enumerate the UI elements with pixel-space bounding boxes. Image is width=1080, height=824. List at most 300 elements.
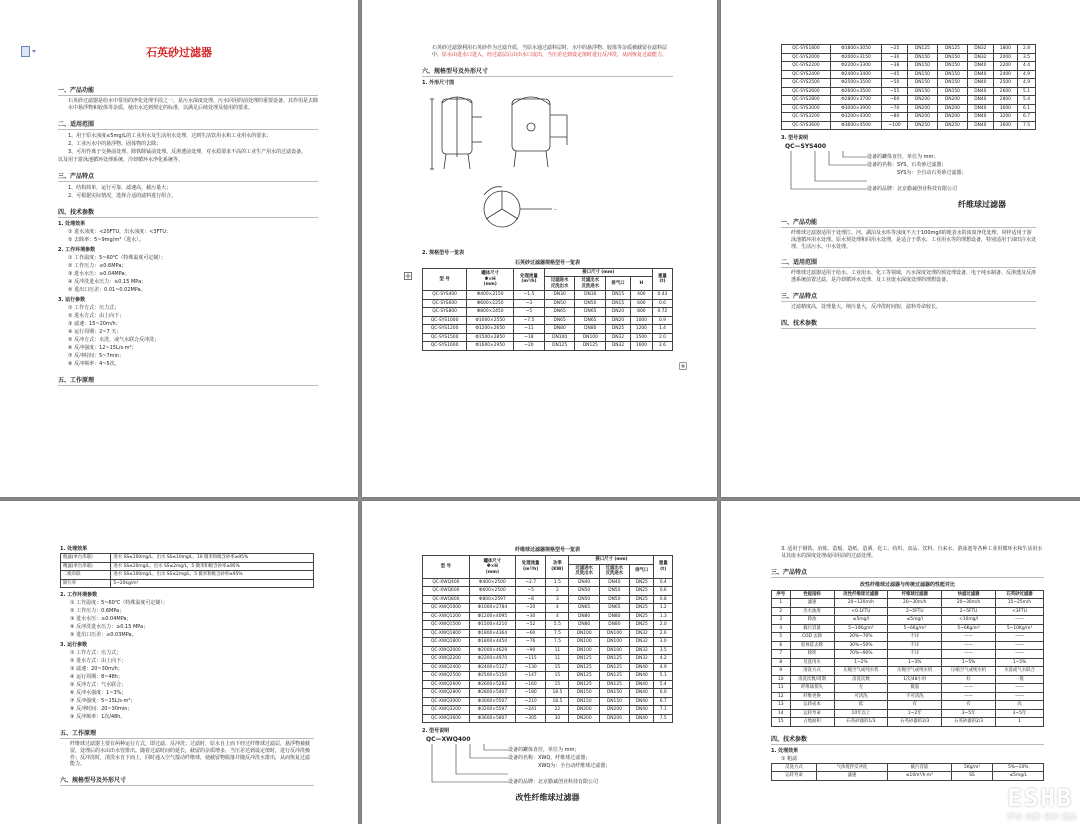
table-cell: ~30 <box>882 53 908 62</box>
table-cell: 600 <box>630 299 652 308</box>
table-cell: 4.2 <box>654 655 673 664</box>
table-cell: DN40 <box>630 689 654 698</box>
table-cell: 3200 <box>993 113 1017 122</box>
table-cell: 出水浊度 <box>790 607 834 616</box>
table-row <box>423 680 673 689</box>
table-cell: DN200 <box>907 113 937 122</box>
table-cell: 10 <box>772 675 791 684</box>
table-cell: DN125 <box>599 680 629 689</box>
table-cell: 15 <box>546 672 569 681</box>
table-cell: ~3 <box>514 299 545 308</box>
list-item: 3、可用作离子交换前处理、除铁除锰前处理、反渗透前处理，对水质要求不高的工业生产用水的过滤设备。 <box>68 148 307 155</box>
table-cell: 纤维球损失 <box>790 684 834 693</box>
table-cell: 2 <box>772 607 791 616</box>
table-cell: 15 <box>546 680 569 689</box>
table-cell: 1000 <box>630 316 652 325</box>
table-row <box>423 291 673 300</box>
table-cell: 3 <box>546 595 569 604</box>
header-text: (mm) <box>483 282 497 287</box>
table-row <box>782 87 1036 96</box>
watermark-text: ESHB <box>1007 784 1074 812</box>
table-cell: ~80 <box>882 113 908 122</box>
table-cell: ~180 <box>516 689 546 698</box>
table-cell: DN100 <box>544 333 575 342</box>
table-cell: 3600 <box>993 121 1017 130</box>
table-row <box>423 604 673 613</box>
table-cell: —— <box>942 650 996 659</box>
table-row <box>772 667 1044 676</box>
legend-label: 设备的品牌：北京勤诚创业科技有限公司 <box>508 779 599 785</box>
subheading: 1. 处理效果 <box>58 220 86 227</box>
section-heading: 二、适用范围 <box>781 257 1036 268</box>
table-cell: 5.1 <box>654 672 673 681</box>
header-text: (m³/h) <box>523 566 539 572</box>
table-row <box>772 633 1044 642</box>
table-row <box>423 655 673 664</box>
table-cell: DN65 <box>575 308 606 317</box>
table-cell: 9 <box>772 667 791 676</box>
table-cell: Φ1200×2650 <box>467 325 514 334</box>
table-row <box>772 658 1044 667</box>
table-cell: DN150 <box>569 689 599 698</box>
table-row <box>61 579 314 588</box>
header-text: (t) <box>660 566 667 572</box>
table-cell: 6 <box>772 641 791 650</box>
list-item: ③ 滤速：15~20m/h； <box>68 320 121 327</box>
table-cell: DN40 <box>630 697 654 706</box>
table-cell: 3 <box>772 616 791 625</box>
table-cell: DN150 <box>907 62 937 71</box>
table-row <box>772 641 1044 650</box>
section-heading: 二、适用范围 <box>58 119 318 130</box>
table-cell: 11 <box>772 684 791 693</box>
paragraph: 3. 适用于钢铁、冶炼、造船、造纸、造酒、化工、纺织、食品、饮料、自来水、游泳池等各种工业用循环水和生活用水及其废水的深度处理或回用前的过滤处理。 <box>781 546 1043 559</box>
section-heading: 三、产品特点 <box>771 567 1044 578</box>
table-cell: DN32 <box>630 646 654 655</box>
table-cell: DN100 <box>569 646 599 655</box>
document-page-2 <box>362 0 717 497</box>
table-cell: DN150 <box>937 87 967 96</box>
paragraph: 以及用于游泳池循环处理系统、冷却循环水净化系统等。 <box>58 156 184 163</box>
column-header <box>652 268 672 291</box>
table-cell: Φ400×2150 <box>467 291 514 300</box>
column-header: 序号 <box>772 590 791 599</box>
table-cell: 0.6 <box>652 299 672 308</box>
table-row <box>423 629 673 638</box>
table-cell: 3.0 <box>654 638 673 647</box>
table-cell: DN65 <box>544 316 575 325</box>
table-cell: 20~30m/h <box>942 599 996 608</box>
legend-label: 设备的名称：XWQ，纤维球过滤器； <box>508 755 591 761</box>
table-cell: DN200 <box>599 706 629 715</box>
table-cell: QC-SYS1800 <box>782 45 831 54</box>
subheading: 3. 型号说明 <box>781 135 809 141</box>
table-cell: DN20 <box>606 316 631 325</box>
table-cell: DN80 <box>569 612 599 621</box>
table-cell: 1~5% <box>942 658 996 667</box>
table-cell: 清洗方式 <box>790 667 834 676</box>
header-text: 过滤进水 <box>550 278 569 283</box>
table-cell: 可清洗 <box>834 692 888 701</box>
legend-label: 设备的品牌：北京勤诚创业科技有限公司 <box>867 186 958 192</box>
section-heading: 五、工作原理 <box>60 728 314 739</box>
list-item: ② 去除率：5~9mg/m³（进水）。 <box>68 236 144 243</box>
table-cell: Φ1800×4364 <box>469 629 515 638</box>
table-cell: 不详 <box>888 650 942 659</box>
table-cell: 5.4 <box>1018 96 1036 105</box>
header-text: 过滤出水 <box>605 565 624 571</box>
column-header: 排气口 <box>630 564 654 578</box>
table-cell: DN40 <box>967 113 993 122</box>
table-cell: 1.3 <box>654 612 673 621</box>
table-cell: QC-SYS1600 <box>423 342 467 351</box>
table-cell: 0.9 <box>652 316 672 325</box>
table-cell: 微量 <box>888 684 942 693</box>
table-cell: 反洗方式 <box>772 763 817 772</box>
table-cell: 1~2% <box>834 658 888 667</box>
table-cell: 6.0 <box>654 689 673 698</box>
table-cell: 压缩空气或纯水机 <box>942 667 996 676</box>
list-item: ⑤ 进出口压差：0.01~0.02MPa。 <box>68 286 146 293</box>
table-move-handle[interactable] <box>404 272 412 280</box>
add-column-button[interactable] <box>679 362 687 370</box>
header-text: (m³/h) <box>521 279 537 285</box>
list-item: ① 进水浊度：<20FTU，出水浊度：<3FTU； <box>68 228 171 235</box>
subheading: 1. 处理效果 <box>771 747 799 754</box>
legend-label: 设备的名称：SYS，石英砂过滤器； <box>867 162 947 168</box>
table-cell: QC-XWQ2200 <box>423 655 470 664</box>
table-cell: DN125 <box>569 655 599 664</box>
section-title: 纤维球过滤器 <box>958 200 1006 209</box>
table-cell: Φ3200×5597 <box>469 706 515 715</box>
column-header: 石英砂过滤器 <box>996 590 1044 599</box>
list-item: ④ 运行周期：2~7 天； <box>68 328 122 335</box>
table-cell: 2.6 <box>654 629 673 638</box>
table-cell: 2~5FTU <box>942 607 996 616</box>
table-cell: DN125 <box>599 672 629 681</box>
table-cell: DN15 <box>606 299 631 308</box>
legend-label: 设备的罐体直径，单位为 mm； <box>508 747 580 753</box>
table-row <box>423 587 673 596</box>
table-cell: DN40 <box>967 121 993 130</box>
page-title: 石英砂过滤器 <box>146 46 212 59</box>
table-cell: ≤5mg/l <box>888 616 942 625</box>
table-cell: 5~20kg/m³ <box>111 579 314 588</box>
table-cell: Φ2400×3400 <box>830 70 882 79</box>
table-cell: QC-SYS2400 <box>782 70 831 79</box>
table-cell: DN150 <box>907 70 937 79</box>
table-cell: 800 <box>630 308 652 317</box>
section-heading: 五、工作原理 <box>58 375 318 386</box>
table-cell: DN100 <box>599 646 629 655</box>
subheading: 2. 工作环境参数 <box>58 246 96 253</box>
table-row <box>782 104 1036 113</box>
table-cell: DN100 <box>599 629 629 638</box>
comparison-table <box>771 590 1044 727</box>
column-header <box>546 556 569 579</box>
table-cell: DN150 <box>569 697 599 706</box>
table-cell: 18.5 <box>546 697 569 706</box>
model-code-legend <box>781 143 1036 195</box>
table-cell: Φ2000×4629 <box>469 646 515 655</box>
table-cell: DN25 <box>630 621 654 630</box>
table-row <box>782 79 1036 88</box>
list-item: ⑤ 反冲方式：水洗，或气水联合反冲洗； <box>68 336 160 343</box>
table-cell: DN30 <box>544 291 575 300</box>
table-cell: DN125 <box>575 342 606 351</box>
table-cell: COD 去除 <box>790 633 834 642</box>
section-heading: 四、技术参数 <box>58 207 318 218</box>
table-cell: QC-SYS1000 <box>423 316 467 325</box>
column-header <box>514 268 545 291</box>
table-cell: 0.8 <box>654 595 673 604</box>
subheading: 2. 规格型号一览表 <box>422 249 465 256</box>
header-text: (t) <box>659 279 666 285</box>
table-cell: 2 <box>546 587 569 596</box>
header-text: 反洗进水 <box>605 571 624 576</box>
table-cell: QC-SYS2200 <box>782 62 831 71</box>
table-cell: DN100 <box>569 629 599 638</box>
table-cell: DN125 <box>937 45 967 54</box>
table-cell: QC-XWQ3200 <box>423 706 470 715</box>
table-cell: ~5 <box>516 587 546 596</box>
table-cell: 4.4 <box>1018 62 1036 71</box>
header-text: 罐体尺寸 <box>481 271 499 276</box>
model-code: QC—SYS400 <box>785 143 827 150</box>
table-cell: 8 <box>772 658 791 667</box>
table-cell: ~90 <box>516 646 546 655</box>
header-text: 反洗出水 <box>575 571 593 576</box>
table-cell: 6.7 <box>654 697 673 706</box>
table-cell: 2.6 <box>652 342 672 351</box>
table-cell: 胶体硅去除 <box>790 641 834 650</box>
document-page-6 <box>721 501 1080 824</box>
table-cell: DN200 <box>937 113 967 122</box>
table-cell: DN25 <box>606 325 631 334</box>
table-cell: DN200 <box>569 714 599 723</box>
table-cell: ~30 <box>516 612 546 621</box>
table-cell: QC-SYS2800 <box>782 96 831 105</box>
column-header: 接口尺寸 (mm) <box>544 268 652 277</box>
header-text: 反洗进水 <box>581 283 600 289</box>
table-cell: 2.0 <box>654 621 673 630</box>
table-cell: ~2.7 <box>516 578 546 587</box>
table-row <box>782 121 1036 130</box>
table-cell: DN50 <box>575 299 606 308</box>
table-cell: 5.5 <box>546 621 569 630</box>
table-cell: DN80 <box>575 325 606 334</box>
table-cell: QC-SYS2500 <box>782 79 831 88</box>
table-cell: 0.4 <box>654 578 673 587</box>
list-item: 1、用于原水浊度≤5mg/L的工业用水及生活用水处理，达到生活饮用水和工业用水的要求； <box>68 132 272 139</box>
list-item: ⑤ 进出口压差：≤0.03MPa。 <box>70 632 137 638</box>
table-cell: ~147 <box>516 672 546 681</box>
table-cell: 进水 SS≤100mg/L，出水 SS≤2mg/L，5 微米和级含砂率≥95% <box>111 571 314 580</box>
table-cell: DN20 <box>606 308 631 317</box>
table-cell: 1.5 <box>546 578 569 587</box>
table-cell: 清洗次数/周期 <box>790 675 834 684</box>
table-cell: DN200 <box>937 104 967 113</box>
table-row <box>423 325 673 334</box>
table-cell: 1.2 <box>654 604 673 613</box>
table-cell: 1~5% <box>996 658 1044 667</box>
section-heading: 一、产品功能 <box>58 85 318 96</box>
table-cell: QC-SYS400 <box>423 291 467 300</box>
table-cell: Φ2800×5407 <box>469 689 515 698</box>
header-text: 处理流量 <box>520 273 538 279</box>
table-cell: ~115 <box>516 655 546 664</box>
table-cell: 2600 <box>993 87 1017 96</box>
table-cell: ~18 <box>514 333 545 342</box>
list-item: ④ 反冲洗进水压力：≥0.15 MPa； <box>70 624 149 630</box>
table-cell: 除浊 <box>790 616 834 625</box>
spec-table-sand-filter-continued <box>781 44 1036 130</box>
table-cell: DN150 <box>937 62 967 71</box>
table-cell: 4.9 <box>1018 70 1036 79</box>
table-cell: 20%~70% <box>834 633 888 642</box>
table-cell: DN32 <box>967 53 993 62</box>
table-cell: 高 <box>996 701 1044 710</box>
header-text: 反洗出水 <box>550 283 569 289</box>
table-cell: ~55 <box>882 87 908 96</box>
table-cell: QC-XWQ2000 <box>423 646 470 655</box>
table-cell: 4 <box>546 612 569 621</box>
effect-table-coarse <box>771 763 1044 781</box>
table-cell: 20~30m/h <box>888 599 942 608</box>
table-cell: —— <box>942 684 996 693</box>
table-cell: Φ600×2500 <box>469 587 515 596</box>
table-cell: 5~6Kg/m³ <box>942 624 996 633</box>
table-cell: ~130 <box>516 663 546 672</box>
table-cell: <0.1FTU <box>834 607 888 616</box>
table-cell: ~305 <box>516 714 546 723</box>
table-cell: DN32 <box>630 655 654 664</box>
table-cell: 1 <box>772 599 791 608</box>
table-cell: QC-SYS2000 <box>782 53 831 62</box>
subheading: 1. 处理效果 <box>60 546 88 552</box>
list-item: 2、可根据实际情况，选择合适的滤料进行组合。 <box>68 192 177 199</box>
table-row <box>782 53 1036 62</box>
table-cell: DN40 <box>630 672 654 681</box>
table-cell: 18.5 <box>546 689 569 698</box>
section-heading: 三、产品特点 <box>58 171 318 182</box>
table-cell: DN25 <box>630 604 654 613</box>
table-cell: DN15 <box>606 291 631 300</box>
table-cell: 11 <box>546 655 569 664</box>
svg-text:─: ─ <box>554 206 557 212</box>
table-cell: DN150 <box>937 53 967 62</box>
list-item: ⑧ 反冲时间：20~30min； <box>70 706 133 712</box>
table-cell: 5Kg/m³ <box>951 763 993 772</box>
table-cell: QC-SYS3600 <box>782 121 831 130</box>
column-header <box>599 564 629 578</box>
table-cell: 不可清洗 <box>888 692 942 701</box>
table-row <box>782 113 1036 122</box>
table-cell: ~210 <box>516 697 546 706</box>
subheading: 2. 型号说明 <box>422 728 450 734</box>
table-row <box>423 595 673 604</box>
table-cell: ≤5mg/L <box>993 772 1044 781</box>
table-row <box>61 571 314 580</box>
table-row <box>423 299 673 308</box>
table-cell: DN32 <box>967 45 993 54</box>
table-row <box>772 709 1044 718</box>
table-cell: ~60 <box>516 629 546 638</box>
paragraph: 纤维球过滤器主要有两种运行方式，即过滤、反冲洗；过滤时，原水自上而下经过纤维球过滤层，悬浮物被截留，处理后的水由出水管排出。随着过滤时间的延长，截留的杂质增多，当压差达到设定值时，进行反冲洗操作；反冲洗时，清洗水自下而上，同时通入空气搅动纤维球，使截留物脱落并随反冲洗水排出，从而恢复过滤能力。 <box>70 741 311 768</box>
table-row <box>772 718 1044 727</box>
column-header: 快滤过滤器 <box>942 590 996 599</box>
column-header <box>575 277 606 291</box>
table-cell: 反洗用水 <box>790 658 834 667</box>
table-cell: 15 <box>546 663 569 672</box>
table-cell: QC-XWQ1500 <box>423 621 470 630</box>
table-cell: 5 <box>772 633 791 642</box>
table-cell: 7.5 <box>546 638 569 647</box>
table-row <box>772 624 1044 633</box>
table-row <box>423 638 673 647</box>
spec-table-sand-filter <box>422 268 673 351</box>
header-text: 重量 <box>658 273 667 279</box>
table-cell: DN32 <box>630 638 654 647</box>
table-cell: 7 <box>772 650 791 659</box>
table-cell: DN25 <box>630 587 654 596</box>
table-cell: DN50 <box>569 595 599 604</box>
table-row <box>782 70 1036 79</box>
table-caption: 纤维球过滤器规格型号一览表 <box>514 547 580 553</box>
table-cell: DN65 <box>575 316 606 325</box>
table-cell: QC-XWQ1800 <box>423 629 470 638</box>
table-cell: —— <box>996 684 1044 693</box>
table-cell: 15~25m/h <box>996 599 1044 608</box>
list-item: ① 工作温度：5~60℃（特殊温度可定制）； <box>68 254 166 261</box>
table-cell: 截污容量 <box>888 763 952 772</box>
table-row <box>61 554 314 563</box>
list-item: ② 进水方式：由上向下； <box>70 658 127 664</box>
table-cell: Φ3600×5807 <box>469 714 515 723</box>
table-cell: QC-SYS600 <box>423 299 467 308</box>
table-row <box>782 96 1036 105</box>
table-cell: 不详 <box>888 641 942 650</box>
list-item: ⑦ 反冲时间：5~7min； <box>68 352 125 359</box>
table-cell: DN40 <box>967 104 993 113</box>
table-cell: 1500 <box>630 333 652 342</box>
table-cell: QC-XWQ400 <box>423 578 470 587</box>
table-cell: DN100 <box>575 333 606 342</box>
table-row <box>772 675 1044 684</box>
header-text: (mm) <box>485 569 499 575</box>
table-cell: Φ400×2500 <box>469 578 515 587</box>
table-cell: DN200 <box>599 714 629 723</box>
table-cell: —— <box>996 616 1044 625</box>
table-cell: QC-XWQ1800 <box>423 638 470 647</box>
table-cell: —— <box>996 633 1044 642</box>
table-cell: Φ3000×3900 <box>830 104 882 113</box>
table-cell: 400 <box>630 291 652 300</box>
table-row <box>423 308 673 317</box>
table-cell: Φ3200×4300 <box>830 113 882 122</box>
table-row <box>423 316 673 325</box>
table-cell: 5%~10% <box>993 763 1044 772</box>
table-cell: 2.0 <box>652 333 672 342</box>
table-cell: 水洗或气水联合 <box>996 667 1044 676</box>
table-cell: DN150 <box>937 70 967 79</box>
table-cell: ~160 <box>516 680 546 689</box>
paragraph: 石英砂过滤器是给水中常用的净化处理手段之一，是污水深度处理、污水回用的前处理的重要设备。其作用是去除水中悬浮物和胶体等杂质，使出水达到规定的标准，以满足后续处理及使用的要求。 <box>68 98 319 111</box>
table-cell: DN80 <box>599 612 629 621</box>
table-cell: DN125 <box>569 672 599 681</box>
table-cell: 无 <box>834 684 888 693</box>
table-cell: 4 <box>772 624 791 633</box>
